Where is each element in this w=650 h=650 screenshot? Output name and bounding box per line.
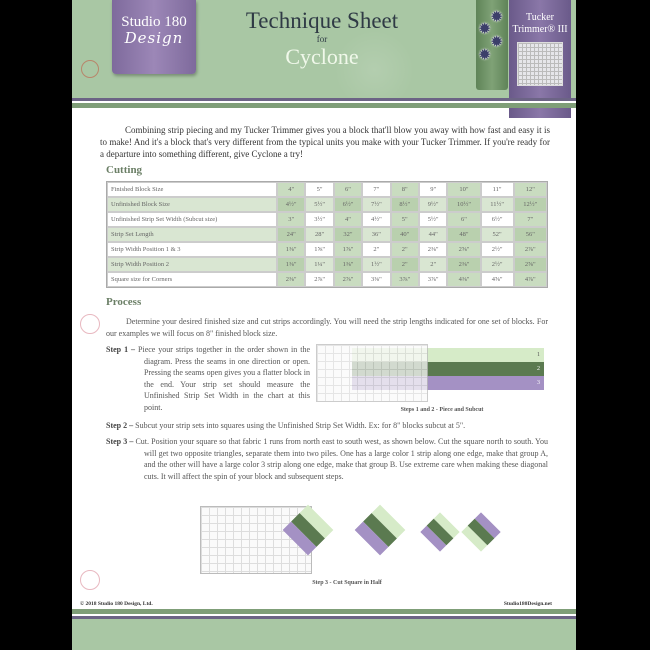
star-icon: ✹ <box>490 34 504 51</box>
table-cell: 3⅜" <box>362 272 390 287</box>
table-cell: 2⅞" <box>334 272 362 287</box>
title-for: for <box>316 34 328 44</box>
table-cell: 4⅝" <box>481 272 514 287</box>
table-cell: 3⅞" <box>419 272 447 287</box>
table-cell: 2⅜" <box>447 257 480 272</box>
binder-hole-icon <box>81 60 99 78</box>
table-cell: 5" <box>391 212 419 227</box>
table-cell: 7" <box>514 212 547 227</box>
table-cell: 3⅞" <box>391 272 419 287</box>
table-cell: 5" <box>305 182 333 197</box>
table-cell: 9½" <box>419 197 447 212</box>
table-cell: 4⅜" <box>447 272 480 287</box>
fabric-strip-1: 1 <box>352 348 544 362</box>
table-cell: 2⅜" <box>419 242 447 257</box>
row-label: Finished Block Size <box>107 182 277 197</box>
star-icon: ✹ <box>478 21 492 38</box>
table-cell: 8½" <box>391 197 419 212</box>
row-label: Square size for Corners <box>107 272 277 287</box>
table-cell: 6" <box>334 182 362 197</box>
process-heading: Process <box>106 296 142 308</box>
table-cell: 7" <box>362 182 390 197</box>
table-cell: 2⅞" <box>305 272 333 287</box>
binder-hole-icon <box>80 314 100 334</box>
star-ribbon <box>476 0 508 90</box>
row-label: Unfinished Strip Set Width (Subcut size) <box>107 212 277 227</box>
table-cell: 6½" <box>481 212 514 227</box>
row-label: Strip Width Position 1 & 3 <box>107 242 277 257</box>
table-cell: 24" <box>277 227 305 242</box>
page-subtitle: Cyclone <box>285 44 359 69</box>
row-label: Strip Set Length <box>107 227 277 242</box>
diagram1-caption: Steps 1 and 2 - Piece and Subcut <box>400 407 484 413</box>
table-cell: 2⅝" <box>514 257 547 272</box>
table-cell: 2" <box>362 242 390 257</box>
table-cell: 2⅝" <box>447 242 480 257</box>
step-3 <box>106 436 548 482</box>
website-link[interactable]: Studio180Design.net <box>503 601 552 607</box>
table-cell: 4⅞" <box>514 272 547 287</box>
table-cell: 4½" <box>277 197 305 212</box>
page-title: Technique Sheet <box>245 8 399 33</box>
step-3-text: Cut. Position your square so that fabric 1 runs from north east to south west, as shown below. Cut the square north to south. You will get two opposite triangles, separate them into two piles. One has a large color 1 strip along one edge, make that group A, and the other will have a large color 3 strip along one edge, make that group B. Use extreme care when making these diagonal cuts. It will affect the spin of your block and subsequent steps. <box>135 437 549 481</box>
table-row <box>107 212 547 227</box>
table-cell: 28" <box>305 227 333 242</box>
table-cell: 6½" <box>334 197 362 212</box>
triangle-group-a <box>355 505 406 556</box>
star-icon: ✹ <box>478 47 492 64</box>
table-cell: 11" <box>481 182 514 197</box>
strip-set-diagram <box>316 344 544 394</box>
ruler-thumbnail-icon <box>517 42 563 86</box>
table-cell: 12" <box>514 182 547 197</box>
row-label: Unfinished Block Size <box>107 197 277 212</box>
table-cell: 52" <box>481 227 514 242</box>
binder-hole-icon <box>80 570 100 590</box>
table-cell: 2½" <box>481 242 514 257</box>
studio180-logo[interactable] <box>112 0 196 74</box>
footer-banner <box>72 619 576 650</box>
table-cell: 11½" <box>481 197 514 212</box>
table-cell: 2" <box>391 257 419 272</box>
triangle-1 <box>420 512 460 552</box>
table-row <box>107 257 547 272</box>
table-cell: 3½" <box>305 212 333 227</box>
table-cell: 10" <box>447 182 480 197</box>
table-cell: 4" <box>277 182 305 197</box>
step-3-label: Step 3 – <box>106 437 134 446</box>
table-cell: 36" <box>362 227 390 242</box>
table-cell: 2" <box>419 257 447 272</box>
fabric-strip-2: 2 <box>352 362 544 376</box>
table-cell: 1⅝" <box>305 242 333 257</box>
table-cell: 1¼" <box>305 257 333 272</box>
logo-line1: Studio 180 <box>121 14 187 30</box>
table-cell: 56" <box>514 227 547 242</box>
table-cell: 2" <box>391 242 419 257</box>
footer-divider <box>72 609 576 619</box>
process-intro: Determine your desired finished size and cut strips accordingly. You will need the strip lengths indicated for one set of blocks. For our examples we will focus on 8" finished block size. <box>106 317 548 338</box>
table-row <box>107 227 547 242</box>
cutting-heading: Cutting <box>106 164 143 176</box>
table-row <box>107 272 547 287</box>
table-cell: 7½" <box>362 197 390 212</box>
row-label: Strip Width Position 2 <box>107 257 277 272</box>
table-cell: 2½" <box>481 257 514 272</box>
table-cell: 1⅜" <box>277 242 305 257</box>
header-divider <box>72 96 576 110</box>
table-cell: 8" <box>391 182 419 197</box>
table-cell: 48" <box>447 227 480 242</box>
table-cell: 44" <box>419 227 447 242</box>
logo-line2: Design <box>124 29 184 47</box>
fabric-strip-3: 3 <box>352 376 544 390</box>
table-cell: 1⅜" <box>334 257 362 272</box>
table-cell: 5½" <box>419 212 447 227</box>
table-cell: 2⅞" <box>514 242 547 257</box>
table-cell: 10½" <box>447 197 480 212</box>
table-cell: 1⅞" <box>334 242 362 257</box>
table-cell: 4" <box>334 212 362 227</box>
star-icon: ✹ <box>490 9 504 26</box>
table-cell: 6" <box>447 212 480 227</box>
intro-paragraph: Combining strip piecing and my Tucker Trimmer gives you a block that'll blow you away with how fast and easy it is to make! And it's a block that's very different from the typical units you make with your Tucker Trimmer. If you're ready for a departure into something different, give Cyclone a try! <box>100 125 550 159</box>
technique-sheet-page <box>72 0 576 650</box>
table-cell: 40" <box>391 227 419 242</box>
table-cell: 5½" <box>305 197 333 212</box>
step-1-text: Piece your strips together in the order shown in the diagram. Press the seams in one direction or open. Pressing the seams open gives you a flatter block in the end. Your strip set should measure the Unfinished Strip Set Width in the chart at this point. <box>138 345 310 412</box>
table-cell: 4½" <box>362 212 390 227</box>
page-title-block <box>222 8 422 70</box>
table-cell: 1⅜" <box>277 257 305 272</box>
table-row <box>107 182 547 197</box>
table-cell: 3" <box>277 212 305 227</box>
step-2-text: Subcut your strip sets into squares using the Unfinished Strip Set Width. Ex: for 8" blocks subcut at 5". <box>135 421 466 430</box>
table-cell: 9" <box>419 182 447 197</box>
tool-name: Tucker Trimmer® III <box>512 12 568 35</box>
triangle-2 <box>461 512 501 552</box>
tucker-trimmer-ruler <box>316 344 428 402</box>
table-cell: 32" <box>334 227 362 242</box>
table-row <box>107 242 547 257</box>
table-row <box>107 197 547 212</box>
diagram2-caption: Step 3 - Cut Square in Half <box>312 580 382 586</box>
step-2 <box>106 420 548 432</box>
step-1 <box>106 344 310 413</box>
copyright: © 2018 Studio 180 Design, Ltd. <box>80 601 153 607</box>
table-cell: 12½" <box>514 197 547 212</box>
step-2-label: Step 2 – <box>106 421 134 430</box>
table-cell: 1½" <box>362 257 390 272</box>
step-1-label: Step 1 – <box>106 345 136 354</box>
cutting-table <box>106 181 548 288</box>
table-cell: 2⅜" <box>277 272 305 287</box>
